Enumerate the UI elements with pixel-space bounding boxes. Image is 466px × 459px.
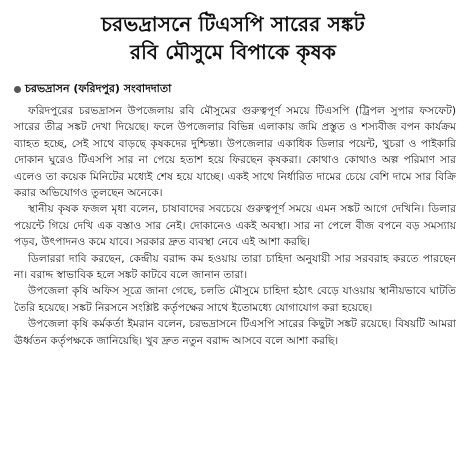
paragraph: উপজেলা কৃষি কর্মকর্তা ইমরান বলেন, চরভদ্রাসনে টিএসপি সারের কিছুটা সঙ্কট রয়েছে। বিষয়টি আমরা ঊর্ধ্বতন কর্তৃপক্ষকে জানিয়েছি। খুব দ্রুত নতুন বরাদ্দ আসবে বলে আশা করছি। [14,318,456,347]
bullet-icon [14,86,21,93]
headline-line-1: চরভদ্রাসনে টিএসপি সারের সঙ্কট [101,12,365,36]
dateline-text: চরভদ্রাসন (ফরিদপুর) সংবাদদাতা [25,82,172,95]
paragraph: ডিলাররা দাবি করছেন, কেন্দ্রীয় বরাদ্দ কম হওয়ায় তারা চাহিদা অনুযায়ী সার সরবরাহ করতে পারছেন না। বরাদ্দ স্বাভাবিক হলে সঙ্কট কাটবে বলে জানান তারা। [14,252,456,282]
paragraph: ফরিদপুরের চরভদ্রাসন উপজেলায় রবি মৌসুমের গুরুত্বপূর্ণ সময়ে টিএসপি (ট্রিপল সুপার ফসফেট) সারের তীব্র সঙ্কট দেখা দিয়েছে। ফলে উপজেলার বিভিন্ন এলাকায় জমি প্রস্তুত ও শস্যবীজ বপন কার্যক্রম ব্যাহত হচ্ছে, সেই সাথে বাড়ছে কৃষকদের দুশ্চিন্তা। উপজেলার একাধিক ডিলার পয়েন্ট, খুচরা ও পাইকারি দোকান ঘুরেও টিএসপি সার না পেয়ে হতাশ হয়ে ফিরছেন কৃষকরা। কোথাও কোথাও অল্প পরিমাণ সার এলেও তা কয়েক মিনিটের মধ্যেই শেষ হয়ে যাচ্ছে। একই সাথে নির্ধারিত দামের চেয়ে বেশি দামে সার বিক্রি করার অভিযোগও তুলছেন অনেকে। [14,105,456,200]
dateline [14,80,452,99]
headline-line-2: রবি মৌসুমে বিপাকে কৃষক [129,40,337,64]
headline [10,10,456,66]
article-body [14,103,456,349]
paragraph: স্থানীয় কৃষক ফজল মৃধা বলেন, চাষাবাদের সবচেয়ে গুরুত্বপূর্ণ সময়ে এমন সঙ্কট আগে দেখিনি। ডিলার পয়েন্টে গিয়ে দেখি এক বস্তাও সার নেই। দোকানেও একই অবস্থা। সার না পেলে বীজ বপনে বড় সমস্যায় পড়ব, উৎপাদনও কমে যাবে। সরকার দ্রুত ব্যবস্থা নেবে এই আশা করছি। [14,203,456,249]
paragraph: উপজেলা কৃষি অফিস সূত্রে জানা গেছে, চলতি মৌসুমে চাহিদা হঠাৎ বেড়ে যাওয়ায় স্থানীয়ভাবে ঘাটতি তৈরি হয়েছে। সঙ্কট নিরসনে সংশ্লিষ্ট কর্তৃপক্ষের সাথে ইতোমধ্যে যোগাযোগ করা হয়েছে। [14,285,456,314]
